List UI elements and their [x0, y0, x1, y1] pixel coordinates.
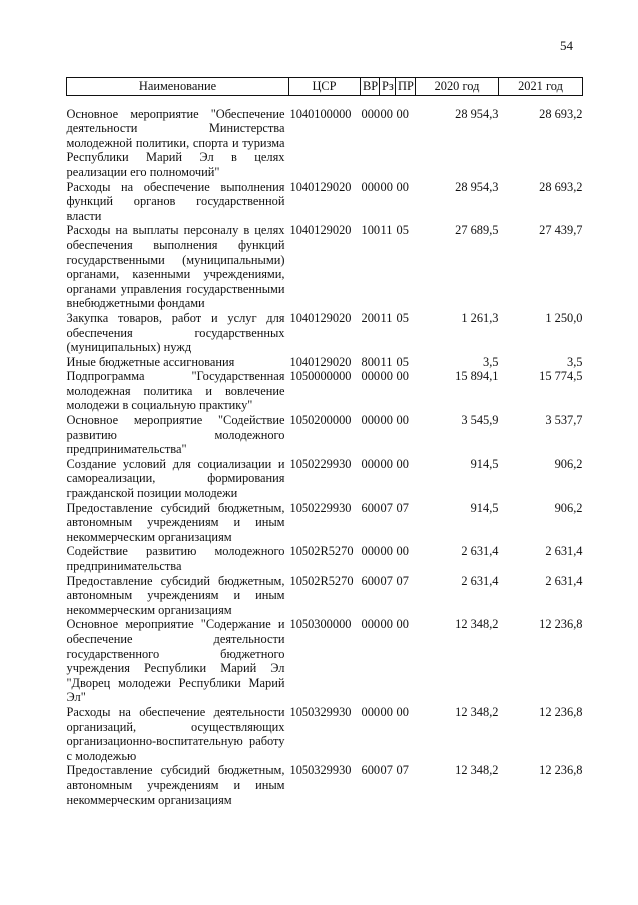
row-2020: 1 261,3	[461, 310, 499, 325]
row-pr: 00	[396, 456, 409, 471]
row-rz: 00	[380, 369, 393, 384]
row-pr: 07	[396, 763, 409, 778]
table-row	[67, 574, 583, 618]
row-name: Расходы на обеспечение деятельности организаций, осуществляющих организационно-воспитательную работу с молодежью	[66, 704, 285, 763]
row-csr: 1040100000	[289, 106, 352, 121]
row-csr: 1050200000	[289, 413, 352, 428]
row-csr: 1040129020	[289, 354, 352, 369]
header-2020: 2020 год	[416, 78, 499, 96]
header-csr: ЦСР	[289, 78, 361, 96]
row-pr: 07	[396, 500, 409, 515]
row-2020: 3 545,9	[461, 413, 499, 428]
row-vr: 000	[361, 456, 381, 471]
row-vr: 000	[361, 179, 381, 194]
budget-table	[66, 77, 583, 807]
row-pr: 05	[396, 223, 409, 238]
row-rz: 00	[380, 413, 393, 428]
row-vr: 000	[361, 369, 381, 384]
row-rz: 11	[380, 310, 393, 325]
row-pr: 00	[396, 544, 409, 559]
row-name: Расходы на обеспечение выполнения функций органов государственной власти	[66, 179, 285, 223]
row-name: Расходы на выплаты персоналу в целях обеспечения выполнения функций государственными (муниципальными) органами, казенными учреждениями, органами управления государственными внебюджетными фондами	[66, 223, 285, 311]
row-2020: 2 631,4	[461, 573, 499, 588]
header-name: Наименование	[67, 78, 289, 96]
row-name: Содействие развитию молодежного предпринимательства	[66, 544, 285, 573]
row-rz: 11	[380, 223, 393, 238]
row-2020: 914,5	[470, 500, 499, 515]
table-row	[67, 223, 583, 311]
row-pr: 00	[396, 369, 409, 384]
table-header-row	[67, 78, 583, 96]
table-row	[67, 95, 583, 179]
row-name: Основное мероприятие "Содержание и обеспечение деятельности государственного бюджетного учреждения Республики Марий Эл "Дворец молодежи Республики Марий Эл"	[66, 617, 285, 705]
header-pr: ПР	[396, 78, 416, 96]
table-row	[67, 705, 583, 763]
row-csr: 1050229930	[289, 456, 352, 471]
row-vr: 000	[361, 704, 381, 719]
row-csr: 1050329930	[289, 704, 352, 719]
row-2021: 906,2	[554, 500, 583, 515]
row-2020: 15 894,1	[455, 369, 499, 384]
row-name: Предоставление субсидий бюджетным, автономным учреждениям и иным некоммерческим организациям	[66, 500, 285, 544]
row-2021: 3 537,7	[545, 413, 583, 428]
header-2021: 2021 год	[499, 78, 583, 96]
row-vr: 600	[361, 573, 381, 588]
row-pr: 00	[396, 704, 409, 719]
row-2020: 28 954,3	[455, 106, 499, 121]
row-vr: 800	[361, 354, 381, 369]
row-pr: 00	[396, 413, 409, 428]
row-pr: 07	[396, 573, 409, 588]
row-vr: 100	[361, 223, 381, 238]
row-rz: 11	[380, 354, 393, 369]
table-row	[67, 413, 583, 457]
table-row	[67, 355, 583, 370]
row-name: Создание условий для социализации и самореализации, формирования гражданской позиции молодежи	[66, 456, 285, 501]
row-csr: 1050329930	[289, 763, 352, 778]
row-vr: 000	[361, 413, 381, 428]
table-row	[67, 369, 583, 413]
row-rz: 00	[380, 617, 393, 632]
row-2020: 28 954,3	[455, 179, 499, 194]
row-2021: 12 236,8	[539, 763, 583, 778]
table-row	[67, 311, 583, 355]
table-row	[67, 617, 583, 705]
row-rz: 07	[380, 763, 393, 778]
row-2021: 3,5	[567, 354, 583, 369]
row-csr: 1050229930	[289, 500, 352, 515]
row-vr: 600	[361, 763, 381, 778]
row-pr: 00	[396, 617, 409, 632]
header-rz: Рз	[380, 78, 396, 96]
row-rz: 00	[380, 179, 393, 194]
row-2021: 28 693,2	[539, 179, 583, 194]
row-2021: 906,2	[554, 456, 583, 471]
table-row	[67, 501, 583, 545]
row-csr: 10502R5270	[289, 573, 354, 588]
row-rz: 00	[380, 704, 393, 719]
row-name: Закупка товаров, работ и услуг для обеспечения государственных (муниципальных) нужд	[66, 310, 285, 355]
row-csr: 1050300000	[289, 617, 352, 632]
row-vr: 200	[361, 310, 381, 325]
row-csr: 1040129020	[289, 310, 352, 325]
row-2021: 2 631,4	[545, 573, 583, 588]
row-csr: 10502R5270	[289, 544, 354, 559]
row-2021: 28 693,2	[539, 106, 583, 121]
row-name: Иные бюджетные ассигнования	[66, 354, 235, 369]
page-number: 54	[560, 38, 573, 53]
row-name: Основное мероприятие "Обеспечение деятельности Министерства молодежной политики, спорта и туризма Республики Марий Эл в целях реализации его полномочий"	[66, 106, 285, 179]
row-name: Подпрограмма "Государственная молодежная политика и вовлечение молодежи в социальную практику"	[66, 369, 285, 413]
row-2020: 914,5	[470, 456, 499, 471]
row-name: Предоставление субсидий бюджетным, автономным учреждениям и иным некоммерческим организациям	[66, 573, 285, 617]
row-2021: 27 439,7	[539, 223, 583, 238]
row-2021: 1 250,0	[545, 310, 583, 325]
row-2021: 15 774,5	[539, 369, 583, 384]
row-2020: 27 689,5	[455, 223, 499, 238]
row-csr: 1040129020	[289, 179, 352, 194]
table-row	[67, 180, 583, 224]
row-pr: 00	[396, 179, 409, 194]
row-2020: 12 348,2	[455, 704, 499, 719]
row-2020: 12 348,2	[455, 763, 499, 778]
row-2021: 2 631,4	[545, 544, 583, 559]
row-vr: 000	[361, 106, 381, 121]
row-rz: 00	[380, 544, 393, 559]
row-name: Основное мероприятие "Содействие развитию молодежного предпринимательства"	[66, 413, 285, 457]
row-rz: 07	[380, 573, 393, 588]
row-2020: 3,5	[483, 354, 499, 369]
row-2021: 12 236,8	[539, 704, 583, 719]
row-vr: 600	[361, 500, 381, 515]
row-vr: 000	[361, 617, 381, 632]
table-row	[67, 544, 583, 573]
row-pr: 00	[396, 106, 409, 121]
row-2021: 12 236,8	[539, 617, 583, 632]
row-rz: 00	[380, 106, 393, 121]
row-pr: 05	[396, 354, 409, 369]
table-row	[67, 457, 583, 501]
table-body	[67, 95, 583, 807]
row-2020: 12 348,2	[455, 617, 499, 632]
row-rz: 00	[380, 456, 393, 471]
row-pr: 05	[396, 310, 409, 325]
header-vr: ВР	[361, 78, 380, 96]
row-2020: 2 631,4	[461, 544, 499, 559]
table-row	[67, 763, 583, 807]
row-name: Предоставление субсидий бюджетным, автономным учреждениям и иным некоммерческим организациям	[66, 763, 285, 807]
row-csr: 1040129020	[289, 223, 352, 238]
row-rz: 07	[380, 500, 393, 515]
row-csr: 1050000000	[289, 369, 352, 384]
row-vr: 000	[361, 544, 381, 559]
